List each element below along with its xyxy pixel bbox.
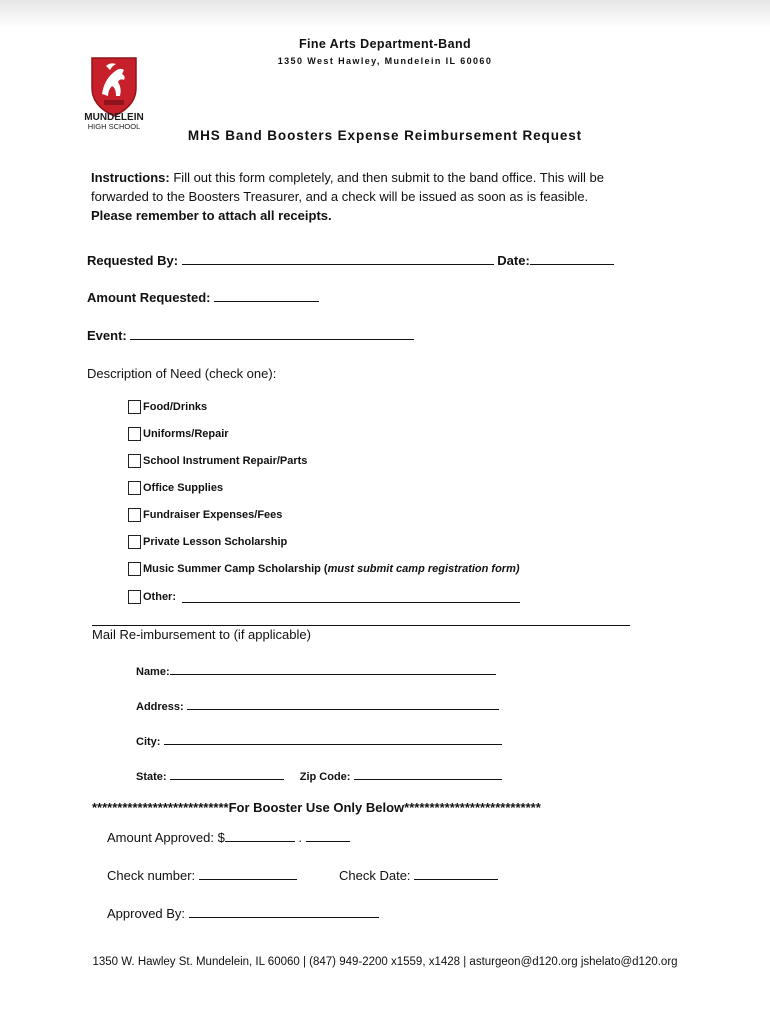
approved-by-label: Approved By: [107,906,186,921]
option-label: Music Summer Camp Scholarship ( [143,563,328,575]
office-supplies-checkbox[interactable] [128,481,141,495]
check-date-row [339,868,498,883]
option-label: Other: [143,591,176,603]
approved-by-field[interactable] [189,906,379,918]
amount-approved-label: Amount Approved: $ [107,830,225,845]
amount-approved-row [107,830,350,845]
name-row [136,663,496,678]
instructions-text-1: Fill out this form completely, and then submit to the band office. This will be [173,170,605,185]
form-title: MHS Band Boosters Expense Reimbursement Request [187,128,583,143]
event-field[interactable] [130,328,414,340]
booster-heading [92,800,541,815]
description-label: Description of Need (check one): [87,366,277,381]
option-instrument-repair [128,454,307,468]
amount-requested-row [87,290,319,305]
state-field[interactable] [170,768,284,780]
address-field[interactable] [187,698,499,710]
date-field[interactable] [530,253,614,265]
logo-wordmark: MUNDELEIN [84,112,144,123]
event-row [87,328,414,343]
option-label: School Instrument Repair/Parts [143,455,308,467]
approved-by-row [107,906,379,921]
name-label: Name: [136,666,170,678]
other-field[interactable] [182,591,520,603]
department-address: 1350 West Hawley, Mundelein IL 60060 [277,56,493,66]
requested-by-label: Requested By: [87,253,179,268]
instructions-line-2: forwarded to the Boosters Treasurer, and a check will be issued as soon as is feasible. [91,189,589,204]
uniforms-repair-checkbox[interactable] [128,427,141,441]
fundraiser-expenses-checkbox[interactable] [128,508,141,522]
option-note: must submit camp registration form) [327,563,520,575]
receipts-reminder: Please remember to attach all receipts. [91,208,332,223]
stars-left: *************************** [92,800,229,815]
other-checkbox[interactable] [128,590,141,604]
option-label: Food/Drinks [143,401,208,413]
option-uniforms-repair [128,427,229,441]
department-title: Fine Arts Department-Band [298,37,472,51]
instructions-label: Instructions: [91,170,170,185]
option-fundraiser-expenses [128,508,282,522]
instructions-line-1 [91,170,604,185]
date-label: Date: [497,253,530,268]
page-top-shade [0,0,770,28]
amount-requested-field[interactable] [214,290,319,302]
amount-approved-dollars-field[interactable] [225,830,295,842]
option-summer-camp [128,562,520,576]
check-number-label: Check number: [107,868,196,883]
check-number-row [107,868,297,883]
school-logo [84,54,144,118]
logo-subtext: HIGH SCHOOL [87,122,141,131]
amount-separator: . [298,830,303,845]
check-number-field[interactable] [199,868,297,880]
booster-heading-text: For Booster Use Only Below [228,800,405,815]
requested-by-field[interactable] [182,253,494,265]
option-label: Fundraiser Expenses/Fees [143,509,283,521]
address-label: Address: [136,701,184,713]
city-row [136,733,502,748]
instrument-repair-checkbox[interactable] [128,454,141,468]
mail-reimbursement-label: Mail Re-imbursement to (if applicable) [92,627,311,642]
food-drinks-checkbox[interactable] [128,400,141,414]
zip-label: Zip Code: [299,771,351,783]
amount-approved-cents-field[interactable] [306,830,350,842]
zip-field[interactable] [354,768,502,780]
name-field[interactable] [170,663,496,675]
state-label: State: [136,771,167,783]
state-zip-row [136,768,502,783]
stars-right: *************************** [404,800,541,815]
private-lesson-checkbox[interactable] [128,535,141,549]
option-office-supplies [128,481,223,495]
option-label: Office Supplies [143,482,224,494]
check-date-label: Check Date: [339,868,411,883]
requested-by-row [87,253,614,268]
check-date-field[interactable] [414,868,498,880]
other-continuation-line[interactable] [92,625,630,626]
option-food-drinks [128,400,207,414]
address-row [136,698,499,713]
summer-camp-checkbox[interactable] [128,562,141,576]
option-label: Uniforms/Repair [143,428,229,440]
event-label: Event: [87,328,127,343]
amount-requested-label: Amount Requested: [87,290,211,305]
option-private-lesson [128,535,287,549]
city-field[interactable] [164,733,502,745]
option-label: Private Lesson Scholarship [143,536,288,548]
footer-contact: 1350 W. Hawley St. Mundelein, IL 60060 | (847) 949-2200 x1559, x1428 | asturgeon@d120.org jshelato@d120.org [92,956,678,968]
city-label: City: [136,736,161,748]
option-other [128,590,520,604]
